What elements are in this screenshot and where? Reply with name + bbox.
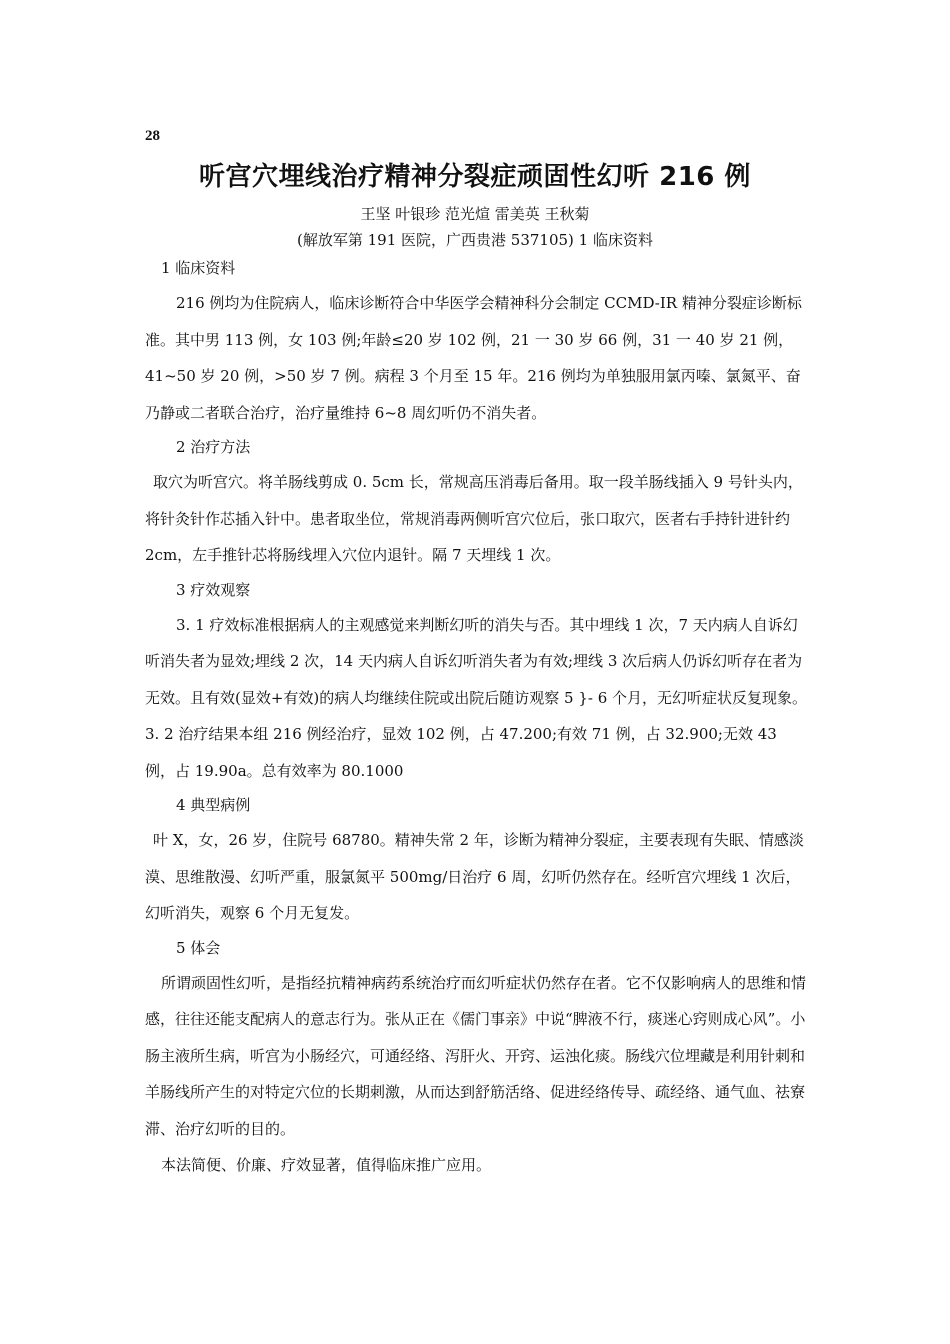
article-title: 听宫穴埋线治疗精神分裂症顽固性幻听 216 例 [199, 162, 751, 192]
paragraph: 取穴为听宫穴。将羊肠线剪成 0. 5cm 长，常规高压消毒后备用。取一段羊肠线插入 9 号针头内，将针灸针作芯插入针中。患者取坐位，常规消毒两侧听宫穴位后，张口取穴，医者右手持针进针约 2cm，左手推针芯将肠线埋入穴位内退针。隔 7 天埋线 1 次。 [145, 473, 803, 564]
section-heading: 3 疗效观察 [176, 580, 251, 599]
paragraph: 叶 X，女，26 岁，住院号 68780。精神失常 2 年，诊断为精神分裂症，主要表现有失眠、情感淡漠、思维散漫、幻听严重，服氯氮平 500mg/日治疗 6 周，幻听仍然存在。经听宫穴埋线 1 次后，幻听消失，观察 6 个月无复发。 [145, 831, 804, 922]
paragraph: 本法简便、价廉、疗效显著，值得临床推广应用。 [161, 1156, 492, 1174]
paragraph: 所谓顽固性幻听，是指经抗精神病药系统治疗而幻听症状仍然存在者。它不仅影响病人的思维和情感，往往还能支配病人的意志行为。张从正在《儒门事亲》中说“脾液不行，痰迷心窍则成心风”。小肠主液所生病，听宫为小肠经穴，可通经络、泻肝火、开窍、运浊化痰。肠线穴位埋藏是利用针刺和羊肠线所产生的对特定穴位的长期刺激，从而达到舒筋活络、促进经络传导、疏经络、通气血、祛寮滞、治疗幻听的目的。 [145, 973, 807, 1138]
page-number: 28 [145, 128, 160, 144]
paragraph: 216 例均为住院病人，临床诊断符合中华医学会精神科分会制定 CCMD-IR 精神分裂症诊断标准。其中男 113 例，女 103 例;年龄≤20 岁 102 例，21 一 30 岁 66 例，31 一 40 岁 21 例，41~50 岁 20 例，>50 岁 7 例。病程 3 个月至 15 年。216 例均为单独服用氯丙嗪、氯氮平、奋乃静或二者联合治疗，治疗量维持 6~8 周幻听仍不消失者。 [145, 294, 802, 422]
section-heading: 2 治疗方法 [176, 438, 251, 456]
authors: 王坚 叶银珍 范光煊 雷美英 王秋菊 [360, 205, 590, 223]
section-heading: 5 体会 [176, 938, 221, 957]
paragraph: 3. 1 疗效标准根据病人的主观感觉来判断幻听的消失与否。其中埋线 1 次，7 天内病人自诉幻听消失者为显效;埋线 2 次，14 天内病人自诉幻听消失者为有效;埋线 3 次后病人仍诉幻听存在者为无效。且有效(显效+有效)的病人均继续住院或出院后随访观察 5 }- 6 个月，无幻听症状反复现象。3. 2 治疗结果本组 216 例经治疗，显效 102 例，占 47.200;有效 71 例，占 32.900;无效 43 例，占 19.90a。总有效率为 80.1000 [145, 615, 808, 780]
affiliation: (解放军第 191 医院，广西贵港 537105) 1 临床资料 [297, 231, 653, 249]
section-heading: 1 临床资料 [161, 259, 236, 277]
section-heading: 4 典型病例 [176, 796, 251, 814]
article-body [145, 252, 811, 1184]
